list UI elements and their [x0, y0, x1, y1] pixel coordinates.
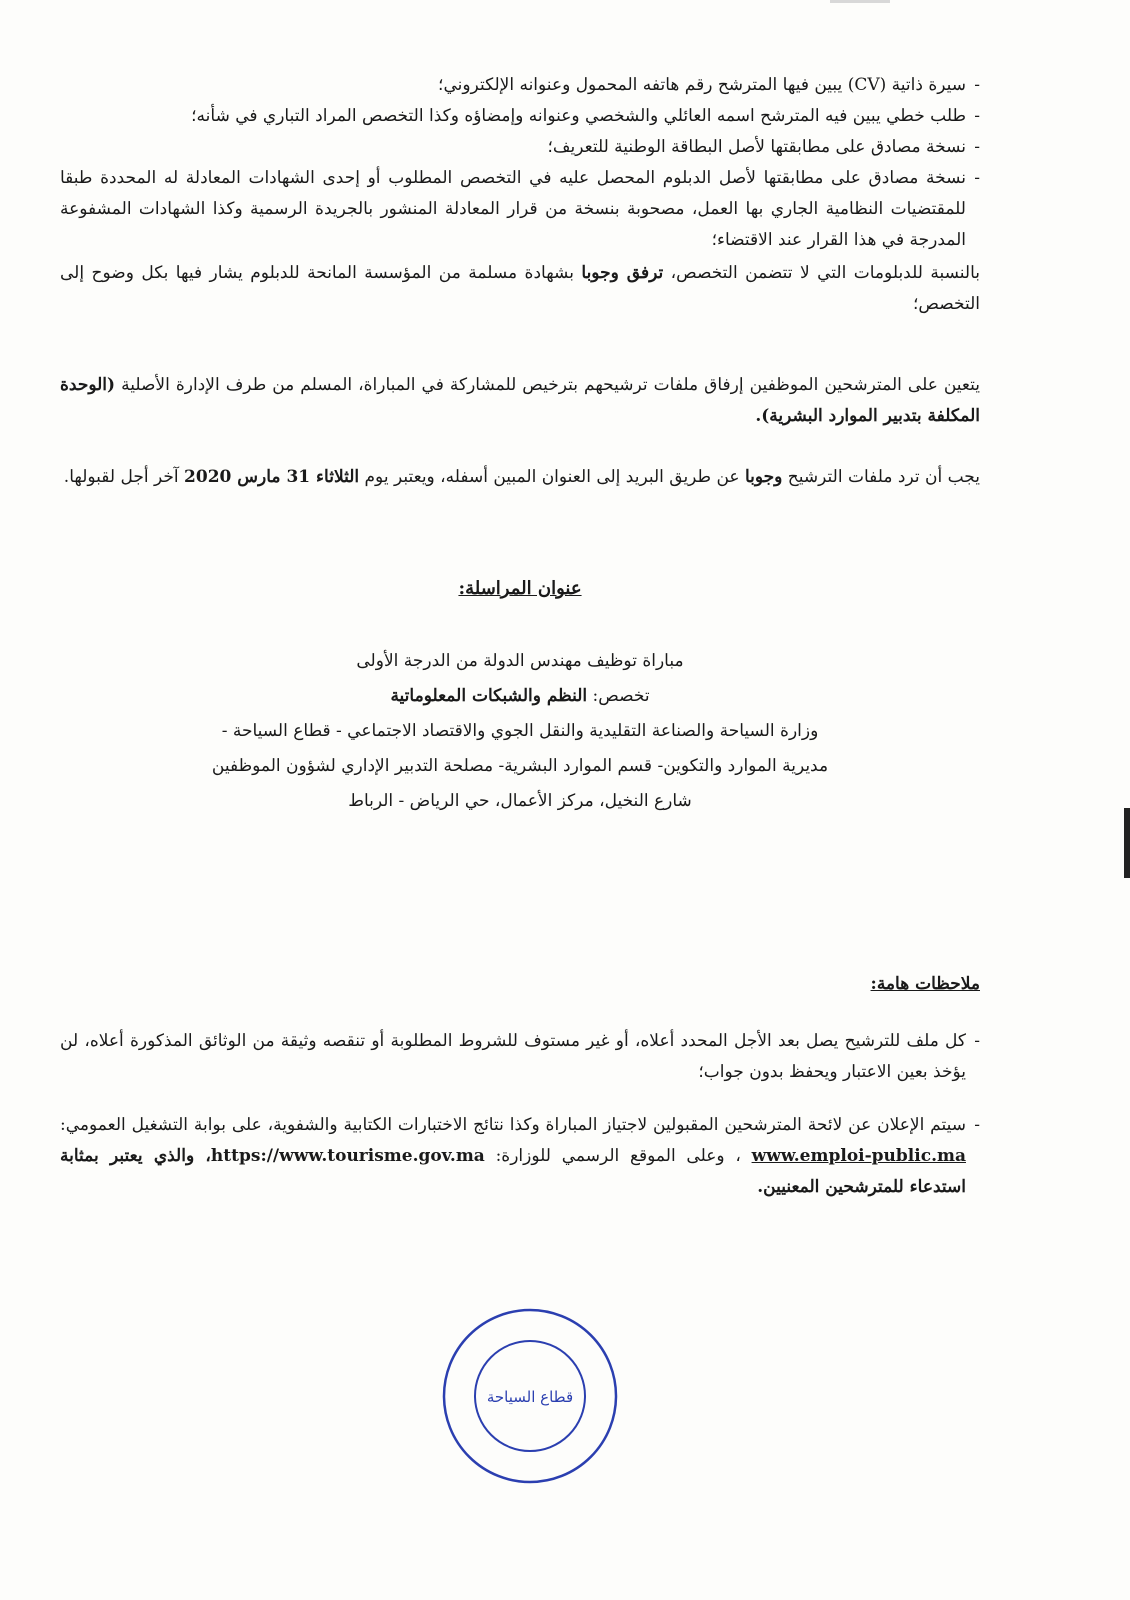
requirements-list — [60, 70, 980, 256]
svg-text:المملكة المغربية ★ وزارة السيا — [440, 1306, 447, 1310]
address-line: شارع النخيل، مركز الأعمال، حي الرياض - الرباط — [348, 791, 692, 811]
stamp-seal-icon — [440, 1306, 620, 1486]
scan-edge-mark — [1124, 808, 1130, 878]
diploma-note-text: بالنسبة للدبلومات التي لا تتضمن التخصص، — [663, 263, 980, 283]
requirement-text: نسخة مصادق على مطابقتها لأصل الدبلوم المحصل عليه في التخصص المطلوب أو إحدى الشهادات المعادلة له المحددة طبقا للمقتضيات النظامية الجاري بها العمل، مصحوبة بنسخة من قرار المعادلة المنشور بالجريدة الرسمية وكذا الشهادات المشفوعة المدرجة في هذا القرار عند الاقتضاء؛ — [60, 168, 966, 250]
address-specialty — [60, 679, 980, 714]
notes-list — [60, 1026, 980, 1203]
deadline-text-2: عن طريق البريد إلى العنوان المبين أسفله، ويعتبر يوم — [359, 467, 745, 487]
requirement-text: طلب خطي يبين فيه المترشح اسمه العائلي والشخصي وعنوانه وإمضاؤه وكذا التخصص المراد التباري في شأنه؛ — [191, 106, 966, 126]
stamp-outer-text — [440, 1306, 447, 1310]
list-item: - نسخة مصادق على مطابقتها لأصل البطاقة الوطنية للتعريف؛ — [547, 137, 980, 157]
deadline-text-3: آخر أجل لقبولها. — [63, 467, 185, 487]
note-text-2: ، وعلى الموقع الرسمي للوزارة: — [484, 1146, 752, 1166]
scan-mark — [830, 0, 890, 3]
employee-note-emphasis: (الوحدة المكلفة بتدبير الموارد البشرية). — [60, 375, 980, 426]
notes-section — [60, 969, 980, 1203]
diploma-note-emphasis: ترفق وجوبا — [581, 263, 664, 283]
specialty-label: تخصص: — [587, 686, 650, 706]
employee-note-text: يتعين على المترشحين الموظفين إرفاق ملفات ترشيحهم بترخيص للمشاركة في المباراة، المسلم من طرف الإدارة الأصلية — [115, 375, 980, 395]
list-item: - كل ملف للترشيح يصل بعد الأجل المحدد أعلاه، أو غير مستوف للشروط المطلوبة أو تنقصه وثيقة من الوثائق المذكورة أعلاه، لن يؤخذ بعين الاعتبار ويحفظ بدون جواب؛ — [60, 1031, 980, 1082]
employee-note — [60, 370, 980, 432]
list-item: - سيتم الإعلان عن لائحة المترشحين المقبولين لاجتياز المباراة وكذا نتائج الاختبارات الكتابية والشفوية، على بوابة التشغيل العمومي: www.emploi-public.ma ، وعلى الموقع الرسمي للوزارة: https://www.tourisme.gov.ma، والذي يعتبر بمثابة استدعاء للمترشحين المعنيين. — [60, 1115, 980, 1197]
requirement-text: سيرة ذاتية (CV) يبين فيها المترشح رقم هاتفه المحمول وعنوانه الإلكتروني؛ — [438, 75, 966, 95]
specialty-value: النظم والشبكات المعلوماتية — [390, 686, 588, 706]
deadline-text-1: يجب أن ترد ملفات الترشيح — [782, 467, 980, 487]
address-lines — [60, 644, 980, 819]
tourisme-link[interactable]: https://www.tourisme.gov.ma — [210, 1146, 485, 1166]
requirement-text: نسخة مصادق على مطابقتها لأصل البطاقة الوطنية للتعريف؛ — [547, 137, 966, 157]
address-line: وزارة السياحة والصناعة التقليدية والنقل الجوي والاقتصاد الاجتماعي - قطاع السياحة - — [221, 721, 819, 741]
notes-heading: ملاحظات هامة: — [870, 974, 980, 994]
note-text: كل ملف للترشيح يصل بعد الأجل المحدد أعلاه، أو غير مستوف للشروط المطلوبة أو تنقصه وثيقة من الوثائق المذكورة أعلاه، لن يؤخذ بعين الاعتبار ويحفظ بدون جواب؛ — [60, 1031, 966, 1082]
document-body — [60, 70, 980, 1225]
address-line: مباراة توظيف مهندس الدولة من الدرجة الأولى — [356, 651, 684, 671]
stamp-center-text: قطاع السياحة — [486, 1388, 574, 1406]
deadline-date: الثلاثاء 31 مارس 2020 — [184, 467, 360, 487]
deadline-note — [60, 462, 980, 493]
note-text: سيتم الإعلان عن لائحة المترشحين المقبولين لاجتياز المباراة وكذا نتائج الاختبارات الكتابية والشفوية، على بوابة التشغيل العمومي: — [60, 1115, 966, 1135]
deadline-emphasis-1: وجوبا — [744, 467, 783, 487]
diploma-note — [60, 258, 980, 320]
emploi-public-link[interactable]: www.emploi-public.ma — [751, 1146, 966, 1166]
note-emphasis: ، والذي يعتبر بمثابة استدعاء للمترشحين المعنيين. — [60, 1146, 966, 1197]
diploma-note-text-end: بشهادة مسلمة من المؤسسة المانحة للدبلوم يشار فيها بكل وضوح إلى التخصص؛ — [60, 263, 980, 314]
address-block — [60, 573, 980, 819]
list-item: - طلب خطي يبين فيه المترشح اسمه العائلي والشخصي وعنوانه وإمضاؤه وكذا التخصص المراد التباري في شأنه؛ — [191, 106, 980, 126]
list-item: - سيرة ذاتية (CV) يبين فيها المترشح رقم هاتفه المحمول وعنوانه الإلكتروني؛ — [438, 75, 980, 95]
address-heading: عنوان المراسلة: — [458, 578, 582, 599]
official-stamp — [440, 1306, 620, 1486]
address-line: مديرية الموارد والتكوين- قسم الموارد البشرية- مصلحة التدبير الإداري لشؤون الموظفين — [211, 756, 829, 776]
list-item: - نسخة مصادق على مطابقتها لأصل الدبلوم المحصل عليه في التخصص المطلوب أو إحدى الشهادات المعادلة له المحددة طبقا للمقتضيات النظامية الجاري بها العمل، مصحوبة بنسخة من قرار المعادلة المنشور بالجريدة الرسمية وكذا الشهادات المشفوعة المدرجة في هذا القرار عند الاقتضاء؛ — [60, 168, 980, 250]
